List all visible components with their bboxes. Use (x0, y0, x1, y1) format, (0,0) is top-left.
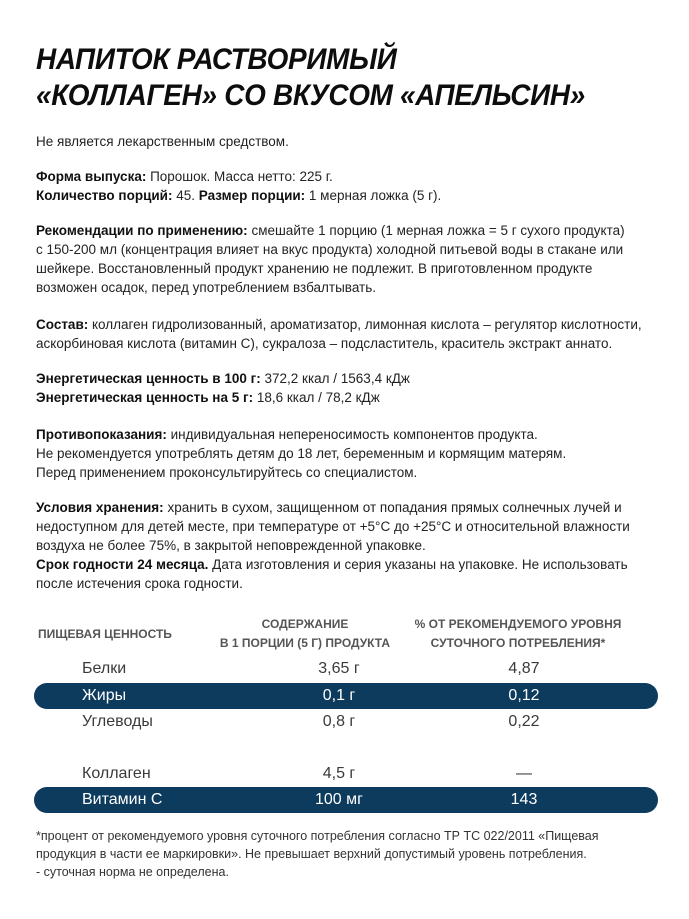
energy-100-label: Энергетическая ценность в 100 г: (36, 371, 261, 386)
composition-line: коллаген гидролизованный, ароматизатор, лимонная кислота – регулятор кислотности, (88, 317, 642, 332)
energy-section (36, 369, 676, 407)
storage-label: Условия хранения: (36, 500, 164, 515)
nutrient-name: Коллаген (82, 765, 151, 782)
storage-line: недоступном для детей месте, при температуре от +5°С до +25°С и относительной влажности (36, 519, 630, 534)
contra-label: Противопоказания: (36, 427, 167, 442)
nutrition-header-amount (205, 615, 405, 653)
nutrition-row-vitamin-c (34, 787, 658, 813)
nutrient-percent: 0,22 (508, 713, 540, 730)
shelf-life-line: после истечения срока годности. (36, 576, 243, 591)
nutrient-name: Белки (82, 660, 127, 677)
nutrition-header-name: ПИЩЕВАЯ ЦЕННОСТЬ (38, 627, 172, 641)
form-section (36, 167, 676, 205)
nutrition-row-collagen (34, 761, 658, 787)
composition-section (36, 315, 676, 353)
shelf-life-line: Дата изготовления и серия указаны на упаковке. Не использовать (208, 557, 628, 572)
usage-line: возможен осадок, перед употреблением взбалтывать. (36, 280, 376, 295)
usage-label: Рекомендации по применению: (36, 223, 248, 238)
storage-line: хранить в сухом, защищенном от попадания прямых солнечных лучей и (163, 500, 622, 515)
header-line: СУТОЧНОГО ПОТРЕБЛЕНИЯ* (430, 636, 606, 650)
shelf-life-label: Срок годности 24 месяца. (36, 557, 209, 572)
header-line: СОДЕРЖАНИЕ (261, 617, 349, 631)
form-label: Форма выпуска: (36, 169, 147, 184)
nutrient-percent: 4,87 (508, 660, 540, 677)
header-line: В 1 ПОРЦИИ (5 Г) ПРОДУКТА (219, 636, 391, 650)
footnote-line: продукция в части ее маркировки». Не превышает верхний допустимый уровень потребления. (36, 847, 587, 861)
nutrition-header-percent (408, 615, 628, 653)
nutrient-amount: 3,65 г (318, 660, 360, 677)
nutrient-percent: 143 (510, 791, 538, 808)
servings-value: 45. (172, 188, 199, 203)
nutrient-percent: — (516, 765, 532, 782)
nutrient-amount: 4,5 г (322, 765, 356, 782)
nutrient-name: Углеводы (82, 713, 153, 730)
nutrient-amount: 0,8 г (322, 713, 356, 730)
footnote (36, 827, 656, 881)
energy-5-label: Энергетическая ценность на 5 г: (36, 390, 254, 405)
composition-label: Состав: (36, 317, 89, 332)
storage-section (36, 498, 676, 593)
title-line-2: «КОЛЛАГЕН» СО ВКУСОМ «АПЕЛЬСИН» (36, 79, 585, 112)
nutrient-amount: 0,1 г (322, 687, 356, 704)
nutrition-row-proteins (34, 656, 658, 682)
composition-line: аскорбиновая кислота (витамин С), сукралоза – подсластитель, краситель экстракт аннато. (36, 336, 613, 351)
energy-100-value: 372,2 ккал / 1563,4 кДж (260, 371, 410, 386)
footnote-line: *процент от рекомендуемого уровня суточного потребления согласно ТР ТС 022/2011 «Пищевая (36, 829, 599, 843)
contra-line: индивидуальная непереносимость компонентов продукта. (166, 427, 538, 442)
product-title (36, 42, 585, 114)
disclaimer: Не является лекарственным средством. (36, 134, 289, 149)
storage-line: воздуха не более 75%, в закрытой неповрежденной упаковке. (36, 538, 426, 553)
nutrition-row-fats (34, 683, 658, 709)
usage-line: шейкере. Восстановленный продукт хранению не подлежит. В приготовленном продукте (36, 261, 593, 276)
usage-line: с 150-200 мл (концентрация влияет на вкус продукта) холодной питьевой воды в стакане или (36, 242, 624, 257)
size-label: Размер порции: (198, 188, 306, 203)
footnote-line: - суточная норма не определена. (36, 865, 229, 879)
contra-line: Не рекомендуется употреблять детям до 18 лет, беременным и кормящим матерям. (36, 446, 567, 461)
title-line-1: НАПИТОК РАСТВОРИМЫЙ (36, 43, 397, 76)
nutrient-percent: 0,12 (508, 687, 540, 704)
nutrition-row-carbs (34, 709, 658, 735)
header-line: % ОТ РЕКОМЕНДУЕМОГО УРОВНЯ (414, 617, 622, 631)
servings-label: Количество порций: (36, 188, 173, 203)
energy-5-value: 18,6 ккал / 78,2 кДж (253, 390, 380, 405)
contraindications-section (36, 425, 676, 482)
form-text: Порошок. Масса нетто: 225 г. (146, 169, 333, 184)
nutrient-name: Жиры (82, 687, 127, 704)
size-value: 1 мерная ложка (5 г). (305, 188, 442, 203)
contra-line: Перед применением проконсультируйтесь со специалистом. (36, 465, 418, 480)
nutrient-name: Витамин С (82, 791, 163, 808)
nutrient-amount: 100 мг (315, 791, 363, 808)
usage-section (36, 221, 676, 297)
usage-line: смешайте 1 порцию (1 мерная ложка = 5 г сухого продукта) (247, 223, 625, 238)
